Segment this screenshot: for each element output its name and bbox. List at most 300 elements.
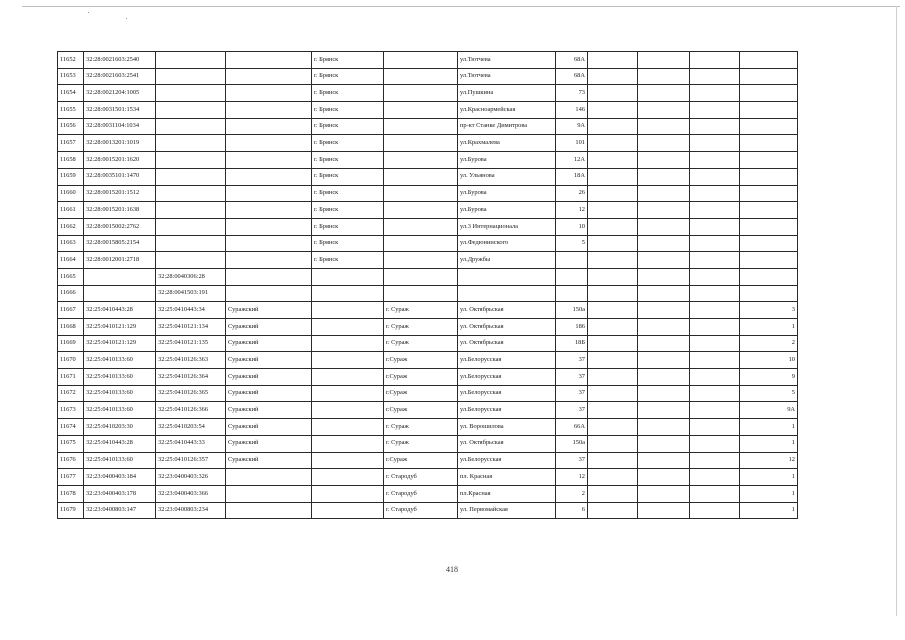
cell-district bbox=[226, 85, 312, 102]
cell-cadastral-number bbox=[84, 268, 156, 285]
cell-city-bryansk bbox=[312, 385, 384, 402]
cell-city-bryansk bbox=[312, 485, 384, 502]
cell-house-number: 37 bbox=[556, 402, 588, 419]
cell-row-index: 11663 bbox=[58, 235, 84, 252]
cell-house-number: 146 bbox=[556, 102, 588, 119]
cell-street: пл.Красная bbox=[458, 485, 556, 502]
cell-district bbox=[226, 252, 312, 269]
cell-district bbox=[226, 469, 312, 486]
cell-cadastral-number: 32:28:0031501:1534 bbox=[84, 102, 156, 119]
cell-city-bryansk bbox=[312, 502, 384, 519]
cell-col-10 bbox=[638, 268, 690, 285]
table-row bbox=[58, 168, 798, 185]
cell-district: Суражский bbox=[226, 302, 312, 319]
cell-city-bryansk bbox=[312, 335, 384, 352]
cell-parent-cadastral-number: 32:28:0040306:28 bbox=[156, 268, 226, 285]
cell-apartment-number: 1 bbox=[740, 502, 798, 519]
cell-district bbox=[226, 52, 312, 69]
cell-col-9 bbox=[588, 168, 638, 185]
cell-parent-cadastral-number bbox=[156, 85, 226, 102]
cell-house-number bbox=[556, 268, 588, 285]
table-row bbox=[58, 352, 798, 369]
table-row bbox=[58, 485, 798, 502]
cell-city-bryansk bbox=[312, 302, 384, 319]
cell-col-11 bbox=[690, 252, 740, 269]
cell-district bbox=[226, 285, 312, 302]
cell-house-number: 150а bbox=[556, 302, 588, 319]
cell-house-number: 12 bbox=[556, 202, 588, 219]
cell-cadastral-number bbox=[84, 285, 156, 302]
cell-city-bryansk bbox=[312, 435, 384, 452]
cell-col-10 bbox=[638, 235, 690, 252]
cell-col-10 bbox=[638, 218, 690, 235]
cell-apartment-number: 10 bbox=[740, 352, 798, 369]
cell-col-10 bbox=[638, 485, 690, 502]
cell-town bbox=[384, 268, 458, 285]
cell-parent-cadastral-number: 32:28:0041503:191 bbox=[156, 285, 226, 302]
cell-city-bryansk: г. Брянск bbox=[312, 102, 384, 119]
cell-cadastral-number: 32:23:0400403:184 bbox=[84, 469, 156, 486]
cell-house-number bbox=[556, 285, 588, 302]
cell-row-index: 11669 bbox=[58, 335, 84, 352]
cell-col-9 bbox=[588, 402, 638, 419]
cell-col-11 bbox=[690, 435, 740, 452]
cell-street: ул.Пушкина bbox=[458, 85, 556, 102]
cell-cadastral-number: 32:28:0021204:1005 bbox=[84, 85, 156, 102]
cell-house-number: 5 bbox=[556, 235, 588, 252]
cell-town: г. Стародуб bbox=[384, 485, 458, 502]
cell-town: г.Сураж bbox=[384, 385, 458, 402]
cell-house-number: 12А bbox=[556, 152, 588, 169]
cell-town: г. Стародуб bbox=[384, 469, 458, 486]
cell-city-bryansk bbox=[312, 369, 384, 386]
table-row bbox=[58, 252, 798, 269]
cell-parent-cadastral-number bbox=[156, 218, 226, 235]
cell-cadastral-number: 32:25:0410121:129 bbox=[84, 319, 156, 336]
cell-parent-cadastral-number: 32:25:0410126:363 bbox=[156, 352, 226, 369]
cell-town: г. Сураж bbox=[384, 335, 458, 352]
cell-col-11 bbox=[690, 185, 740, 202]
cell-town: г. Сураж bbox=[384, 419, 458, 436]
cell-col-10 bbox=[638, 385, 690, 402]
cell-apartment-number bbox=[740, 102, 798, 119]
cell-cadastral-number: 32:25:0410203:30 bbox=[84, 419, 156, 436]
cell-street: пл. Красная bbox=[458, 469, 556, 486]
table-row bbox=[58, 469, 798, 486]
cell-col-11 bbox=[690, 319, 740, 336]
cell-parent-cadastral-number bbox=[156, 118, 226, 135]
cell-city-bryansk: г. Брянск bbox=[312, 252, 384, 269]
cell-district bbox=[226, 118, 312, 135]
table-row bbox=[58, 85, 798, 102]
cell-parent-cadastral-number: 32:25:0410126:366 bbox=[156, 402, 226, 419]
cell-house-number: 26 bbox=[556, 185, 588, 202]
table-row bbox=[58, 502, 798, 519]
cell-col-11 bbox=[690, 168, 740, 185]
page-number: 418 bbox=[446, 565, 458, 574]
cell-city-bryansk: г. Брянск bbox=[312, 185, 384, 202]
cell-district bbox=[226, 268, 312, 285]
cell-apartment-number bbox=[740, 285, 798, 302]
table-row bbox=[58, 419, 798, 436]
cell-city-bryansk: г. Брянск bbox=[312, 52, 384, 69]
cell-col-11 bbox=[690, 335, 740, 352]
cell-col-9 bbox=[588, 285, 638, 302]
cell-row-index: 11672 bbox=[58, 385, 84, 402]
cell-col-10 bbox=[638, 68, 690, 85]
cell-col-9 bbox=[588, 152, 638, 169]
cell-house-number: 37 bbox=[556, 452, 588, 469]
cell-district bbox=[226, 102, 312, 119]
cell-row-index: 11654 bbox=[58, 85, 84, 102]
table-row bbox=[58, 385, 798, 402]
cell-city-bryansk bbox=[312, 285, 384, 302]
cell-town bbox=[384, 202, 458, 219]
cell-cadastral-number: 32:28:0015002:2762 bbox=[84, 218, 156, 235]
cell-street: ул.3 Интернационала bbox=[458, 218, 556, 235]
cell-town: г. Сураж bbox=[384, 319, 458, 336]
cell-apartment-number bbox=[740, 202, 798, 219]
cell-row-index: 11679 bbox=[58, 502, 84, 519]
cell-apartment-number: 5 bbox=[740, 385, 798, 402]
cell-cadastral-number: 32:23:0400403:178 bbox=[84, 485, 156, 502]
cell-col-10 bbox=[638, 285, 690, 302]
cell-row-index: 11667 bbox=[58, 302, 84, 319]
cell-col-10 bbox=[638, 369, 690, 386]
cell-cadastral-number: 32:25:0410133:60 bbox=[84, 369, 156, 386]
cell-district: Суражский bbox=[226, 402, 312, 419]
cell-city-bryansk: г. Брянск bbox=[312, 135, 384, 152]
cell-apartment-number: 2 bbox=[740, 335, 798, 352]
cell-town bbox=[384, 85, 458, 102]
cell-house-number: 18А bbox=[556, 168, 588, 185]
cell-parent-cadastral-number bbox=[156, 152, 226, 169]
cell-parent-cadastral-number: 32:23:0400803:234 bbox=[156, 502, 226, 519]
table-row bbox=[58, 319, 798, 336]
cell-parent-cadastral-number: 32:25:0410203:54 bbox=[156, 419, 226, 436]
cell-town bbox=[384, 285, 458, 302]
cell-col-11 bbox=[690, 352, 740, 369]
cell-town bbox=[384, 218, 458, 235]
cell-apartment-number bbox=[740, 268, 798, 285]
cell-parent-cadastral-number: 32:23:0400403:326 bbox=[156, 469, 226, 486]
cell-parent-cadastral-number: 32:25:0410121:134 bbox=[156, 319, 226, 336]
cell-town bbox=[384, 102, 458, 119]
cell-house-number: 37 bbox=[556, 352, 588, 369]
cell-city-bryansk bbox=[312, 352, 384, 369]
cell-district: Суражский bbox=[226, 335, 312, 352]
cell-parent-cadastral-number bbox=[156, 68, 226, 85]
cell-town bbox=[384, 135, 458, 152]
table-row bbox=[58, 202, 798, 219]
cell-col-10 bbox=[638, 452, 690, 469]
table-row bbox=[58, 152, 798, 169]
cell-town: г.Сураж bbox=[384, 452, 458, 469]
cell-col-9 bbox=[588, 302, 638, 319]
cell-cadastral-number: 32:28:0015201:1512 bbox=[84, 185, 156, 202]
cell-parent-cadastral-number bbox=[156, 252, 226, 269]
cell-street: ул. Ворошилова bbox=[458, 419, 556, 436]
cell-street: ул. Октябрьская bbox=[458, 435, 556, 452]
cell-col-9 bbox=[588, 52, 638, 69]
cell-parent-cadastral-number bbox=[156, 168, 226, 185]
cell-cadastral-number: 32:25:0410443:28 bbox=[84, 302, 156, 319]
cell-col-9 bbox=[588, 85, 638, 102]
table-row bbox=[58, 118, 798, 135]
cell-street: пр-кт Станке Димитрова bbox=[458, 118, 556, 135]
cell-city-bryansk bbox=[312, 452, 384, 469]
cell-col-11 bbox=[690, 68, 740, 85]
cell-col-11 bbox=[690, 485, 740, 502]
cell-district bbox=[226, 485, 312, 502]
cell-col-11 bbox=[690, 102, 740, 119]
cell-col-11 bbox=[690, 285, 740, 302]
cell-row-index: 11675 bbox=[58, 435, 84, 452]
cell-apartment-number bbox=[740, 218, 798, 235]
cell-town bbox=[384, 52, 458, 69]
cell-house-number: 37 bbox=[556, 369, 588, 386]
cell-cadastral-number: 32:25:0410133:60 bbox=[84, 402, 156, 419]
cell-district bbox=[226, 202, 312, 219]
cell-col-10 bbox=[638, 302, 690, 319]
cell-town bbox=[384, 235, 458, 252]
cell-town: г.Сураж bbox=[384, 402, 458, 419]
scan-speck bbox=[88, 12, 89, 13]
cell-house-number: 9А bbox=[556, 118, 588, 135]
cell-street: ул.Федюнинского bbox=[458, 235, 556, 252]
cell-street: ул.Белорусская bbox=[458, 369, 556, 386]
cell-house-number: 66А bbox=[556, 419, 588, 436]
cell-parent-cadastral-number bbox=[156, 235, 226, 252]
cell-parent-cadastral-number: 32:25:0410443:33 bbox=[156, 435, 226, 452]
cell-col-9 bbox=[588, 435, 638, 452]
cell-apartment-number: 1 bbox=[740, 469, 798, 486]
cell-col-11 bbox=[690, 502, 740, 519]
cell-town: г.Сураж bbox=[384, 369, 458, 386]
cell-city-bryansk bbox=[312, 469, 384, 486]
cell-district: Суражский bbox=[226, 452, 312, 469]
cell-row-index: 11666 bbox=[58, 285, 84, 302]
cell-street: ул.Белорусская bbox=[458, 402, 556, 419]
cell-parent-cadastral-number: 32:25:0410126:364 bbox=[156, 369, 226, 386]
cell-city-bryansk: г. Брянск bbox=[312, 118, 384, 135]
cell-apartment-number bbox=[740, 152, 798, 169]
table-row bbox=[58, 68, 798, 85]
cell-row-index: 11660 bbox=[58, 185, 84, 202]
cell-district: Суражский bbox=[226, 352, 312, 369]
cell-apartment-number: 12 bbox=[740, 452, 798, 469]
cell-col-9 bbox=[588, 385, 638, 402]
cell-cadastral-number: 32:28:0013201:1019 bbox=[84, 135, 156, 152]
cell-city-bryansk: г. Брянск bbox=[312, 68, 384, 85]
cell-row-index: 11656 bbox=[58, 118, 84, 135]
table-row bbox=[58, 335, 798, 352]
cell-city-bryansk: г. Брянск bbox=[312, 85, 384, 102]
cell-apartment-number: 3 bbox=[740, 302, 798, 319]
cell-street bbox=[458, 268, 556, 285]
cell-street: ул.Дружбы bbox=[458, 252, 556, 269]
cell-row-index: 11658 bbox=[58, 152, 84, 169]
cell-city-bryansk bbox=[312, 319, 384, 336]
cell-row-index: 11673 bbox=[58, 402, 84, 419]
cell-apartment-number: 1 bbox=[740, 319, 798, 336]
cell-col-10 bbox=[638, 402, 690, 419]
cell-cadastral-number: 32:28:0012001:2718 bbox=[84, 252, 156, 269]
cell-row-index: 11674 bbox=[58, 419, 84, 436]
cell-col-10 bbox=[638, 335, 690, 352]
cell-cadastral-number: 32:23:0400803:147 bbox=[84, 502, 156, 519]
cell-district bbox=[226, 218, 312, 235]
cell-col-11 bbox=[690, 268, 740, 285]
cell-cadastral-number: 32:25:0410133:60 bbox=[84, 385, 156, 402]
cell-parent-cadastral-number: 32:25:0410126:365 bbox=[156, 385, 226, 402]
cell-row-index: 11671 bbox=[58, 369, 84, 386]
cell-house-number: 18Б bbox=[556, 335, 588, 352]
cell-row-index: 11678 bbox=[58, 485, 84, 502]
cell-district bbox=[226, 152, 312, 169]
cell-col-11 bbox=[690, 85, 740, 102]
cell-col-11 bbox=[690, 452, 740, 469]
cell-city-bryansk: г. Брянск bbox=[312, 218, 384, 235]
cell-district bbox=[226, 135, 312, 152]
cell-col-9 bbox=[588, 419, 638, 436]
table-row bbox=[58, 402, 798, 419]
cell-cadastral-number: 32:28:0021603:2541 bbox=[84, 68, 156, 85]
table-row bbox=[58, 102, 798, 119]
cell-apartment-number: 9 bbox=[740, 369, 798, 386]
cell-col-9 bbox=[588, 502, 638, 519]
cell-town bbox=[384, 168, 458, 185]
cell-cadastral-number: 32:28:0021603:2540 bbox=[84, 52, 156, 69]
table-row bbox=[58, 52, 798, 69]
scan-edge-right bbox=[896, 6, 897, 616]
cell-col-9 bbox=[588, 352, 638, 369]
cell-col-9 bbox=[588, 335, 638, 352]
cell-apartment-number: 1 bbox=[740, 435, 798, 452]
cell-street: ул. Октябрьская bbox=[458, 319, 556, 336]
cell-town bbox=[384, 152, 458, 169]
cell-cadastral-number: 32:25:0410443:28 bbox=[84, 435, 156, 452]
cell-col-10 bbox=[638, 135, 690, 152]
cell-row-index: 11662 bbox=[58, 218, 84, 235]
cell-apartment-number: 1 bbox=[740, 419, 798, 436]
cell-col-10 bbox=[638, 85, 690, 102]
cell-district: Суражский bbox=[226, 385, 312, 402]
property-register-table bbox=[57, 51, 798, 519]
cell-house-number bbox=[556, 252, 588, 269]
scan-edge-top bbox=[22, 6, 900, 7]
cell-row-index: 11652 bbox=[58, 52, 84, 69]
cell-col-9 bbox=[588, 369, 638, 386]
cell-col-11 bbox=[690, 402, 740, 419]
cell-street: ул.Тютчева bbox=[458, 68, 556, 85]
table-row bbox=[58, 369, 798, 386]
cell-cadastral-number: 32:28:0035101:1470 bbox=[84, 168, 156, 185]
scan-speck bbox=[126, 18, 127, 19]
cell-row-index: 11676 bbox=[58, 452, 84, 469]
cell-street: ул.Тютчева bbox=[458, 52, 556, 69]
cell-col-10 bbox=[638, 102, 690, 119]
cell-col-11 bbox=[690, 202, 740, 219]
cell-apartment-number bbox=[740, 118, 798, 135]
cell-town bbox=[384, 252, 458, 269]
cell-col-11 bbox=[690, 369, 740, 386]
cell-row-index: 11657 bbox=[58, 135, 84, 152]
cell-col-11 bbox=[690, 302, 740, 319]
cell-house-number: 73 bbox=[556, 85, 588, 102]
cell-row-index: 11661 bbox=[58, 202, 84, 219]
cell-row-index: 11653 bbox=[58, 68, 84, 85]
cell-col-9 bbox=[588, 68, 638, 85]
cell-row-index: 11668 bbox=[58, 319, 84, 336]
cell-parent-cadastral-number bbox=[156, 102, 226, 119]
cell-row-index: 11664 bbox=[58, 252, 84, 269]
cell-col-10 bbox=[638, 168, 690, 185]
table-row bbox=[58, 135, 798, 152]
cell-col-10 bbox=[638, 502, 690, 519]
cell-town: г. Сураж bbox=[384, 302, 458, 319]
table-row bbox=[58, 452, 798, 469]
cell-apartment-number: 9А bbox=[740, 402, 798, 419]
cell-city-bryansk: г. Брянск bbox=[312, 168, 384, 185]
cell-street: ул. Первомайская bbox=[458, 502, 556, 519]
cell-city-bryansk: г. Брянск bbox=[312, 152, 384, 169]
table-row bbox=[58, 285, 798, 302]
cell-col-11 bbox=[690, 118, 740, 135]
cell-row-index: 11677 bbox=[58, 469, 84, 486]
cell-house-number: 37 bbox=[556, 385, 588, 402]
cell-city-bryansk bbox=[312, 419, 384, 436]
cell-col-11 bbox=[690, 52, 740, 69]
cell-parent-cadastral-number bbox=[156, 52, 226, 69]
cell-col-10 bbox=[638, 435, 690, 452]
table-row bbox=[58, 302, 798, 319]
cell-town: г. Сураж bbox=[384, 435, 458, 452]
cell-col-10 bbox=[638, 118, 690, 135]
cell-street: ул.Белорусская bbox=[458, 385, 556, 402]
cell-apartment-number bbox=[740, 68, 798, 85]
cell-col-9 bbox=[588, 319, 638, 336]
cell-apartment-number bbox=[740, 168, 798, 185]
cell-cadastral-number: 32:25:0410121:129 bbox=[84, 335, 156, 352]
cell-street: ул.Белорусская bbox=[458, 352, 556, 369]
cell-apartment-number bbox=[740, 252, 798, 269]
cell-cadastral-number: 32:28:0015201:1638 bbox=[84, 202, 156, 219]
cell-district: Суражский bbox=[226, 319, 312, 336]
cell-col-10 bbox=[638, 469, 690, 486]
cell-row-index: 11659 bbox=[58, 168, 84, 185]
cell-col-10 bbox=[638, 252, 690, 269]
cell-city-bryansk: г. Брянск bbox=[312, 235, 384, 252]
cell-street: ул.Бурова bbox=[458, 152, 556, 169]
cell-cadastral-number: 32:25:0410133:60 bbox=[84, 352, 156, 369]
cell-col-9 bbox=[588, 252, 638, 269]
cell-house-number: 150а bbox=[556, 435, 588, 452]
cell-town: г.Сураж bbox=[384, 352, 458, 369]
cell-house-number: 186 bbox=[556, 319, 588, 336]
cell-col-10 bbox=[638, 202, 690, 219]
table-row bbox=[58, 185, 798, 202]
cell-street: ул.Красноармейская bbox=[458, 102, 556, 119]
cell-cadastral-number: 32:25:0410133:60 bbox=[84, 452, 156, 469]
cell-apartment-number bbox=[740, 185, 798, 202]
cell-col-9 bbox=[588, 102, 638, 119]
cell-district bbox=[226, 235, 312, 252]
cell-district: Суражский bbox=[226, 419, 312, 436]
cell-town bbox=[384, 118, 458, 135]
cell-house-number: 6 bbox=[556, 502, 588, 519]
cell-apartment-number bbox=[740, 235, 798, 252]
